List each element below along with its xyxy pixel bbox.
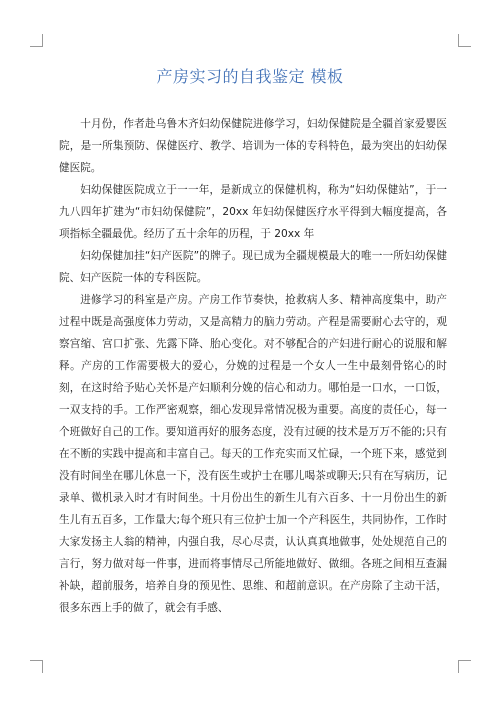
crop-mark-bottom-right [458, 660, 471, 673]
paragraph-history: 妇幼保健医院成立于一一年，是新成立的保健机构，称为“妇幼保健站”，于一九八四年扩建为“市妇幼保健院”，20xx 年妇幼保健医疗水平得到大幅度提高，各项指标全疆最优。经历了五十余年的历程，于 20xx 年 [59, 184, 447, 240]
paragraph-current-status: 妇幼保健加挂“妇产医院”的牌子。现已成为全疆规模最大的唯一一所妇幼保健院、妇产医院一体的专科医院。 [59, 250, 447, 284]
crop-mark-top-right [458, 34, 471, 47]
document-body [59, 113, 447, 619]
crop-mark-bottom-left [30, 660, 43, 673]
crop-mark-top-left [30, 34, 43, 47]
document-title: 产房实习的自我鉴定 模板 [156, 67, 344, 86]
paragraph-delivery-room: 进修学习的科室是产房。产房工作节奏快，抢救病人多、精神高度集中，助产过程中既是高强度体力劳动，又是高精力的脑力劳动。产程是需要耐心去守的，观察宫缩、宫口扩张、先露下降、胎心变化。对不够配合的产妇进行耐心的说服和解释。产房的工作需要极大的爱心，分娩的过程是一个女人一生中最刻骨铭心的时刻，在这时给予贴心关怀是产妇顺利分娩的信心和动力。哪怕是一口水，一口饭，一双支持的手。工作严密观察，细心发现异常情况极为重要。高度的责任心，每一个班做好自己的工作。要知道再好的服务态度，没有过硬的技术是万万不能的;只有在不断的实践中提高和丰富自己。每天的工作充实而又忙碌，一个班下来，感觉到没有时间坐在哪儿休息一下，没有医生或护士在哪儿喝茶或聊天;只有在写病历，记录单、微机录入时才有时间坐。十月份出生的新生儿有六百多、十一月份出生的新生儿有五百多，工作量大;每个班只有三位护士加一个产科医生，共同协作，工作时大家发扬主人翁的精神，内强自我，尽心尽责，认认真真地做事，处处规范自己的言行，努力做对每一件事，进而将事情尽己所能地做好、做细。各班之间相互查漏补缺，超前服务，培养自身的预见性、思维、和超前意识。在产房除了主动干活，很多东西上手的做了，就会有手感、 [59, 294, 447, 614]
paragraph-intro: 十月份，作者赴乌鲁木齐妇幼保健院进修学习，妇幼保健院是全疆首家爱婴医院，是一所集预防、保健医疗、教学、培训为一体的专科特色，最为突出的妇幼保健医院。 [59, 118, 447, 174]
